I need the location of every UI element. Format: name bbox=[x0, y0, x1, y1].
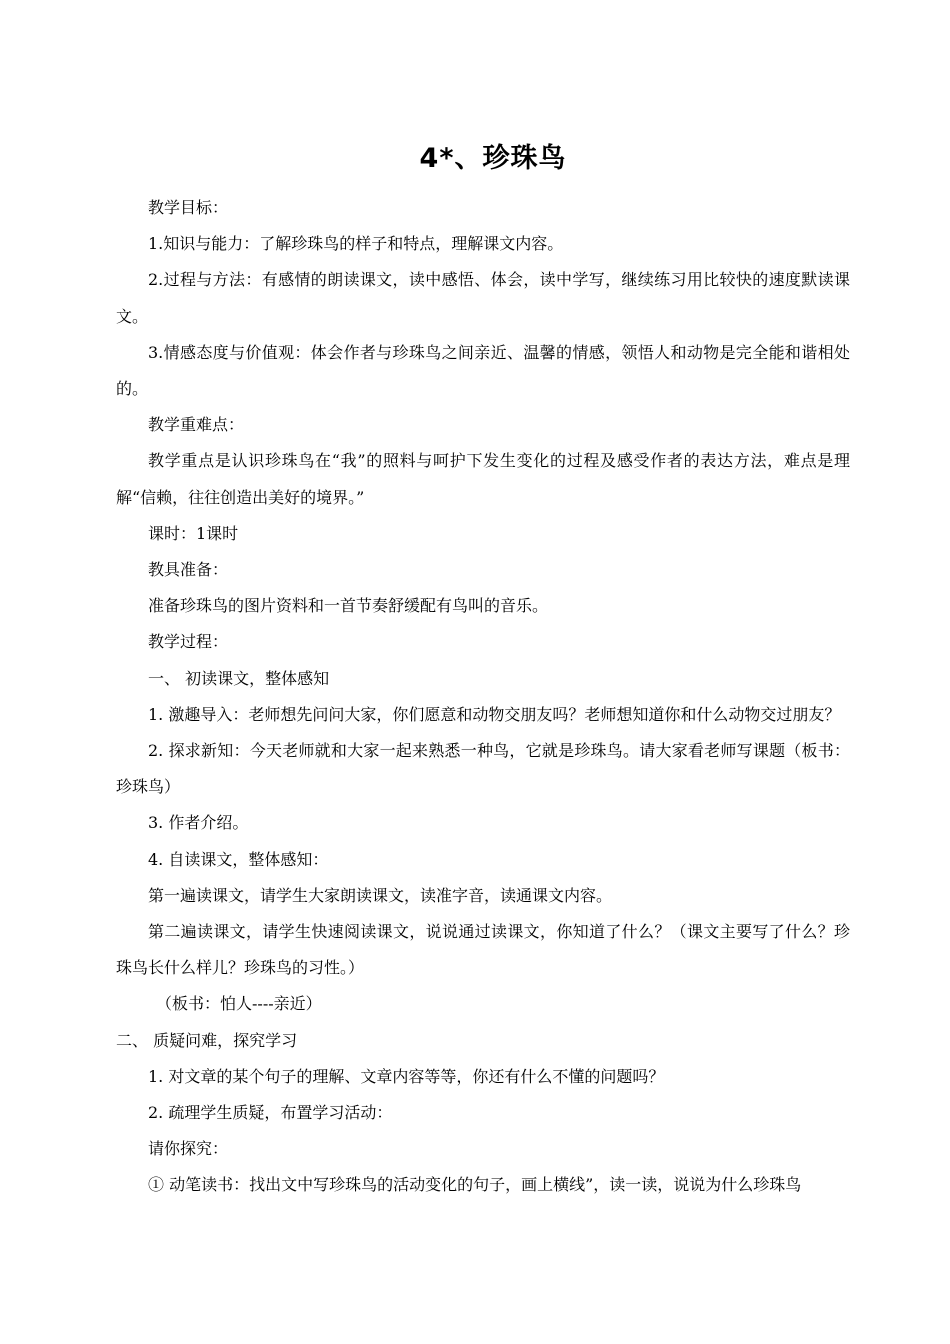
section-heading: 二、 质疑问难，探究学习 bbox=[116, 1030, 298, 1050]
paragraph: 3. 作者介绍。 bbox=[148, 813, 249, 833]
paragraph: 教学重难点： bbox=[148, 415, 245, 435]
paragraph: 第一遍读课文，请学生大家朗读课文，读准字音，读通课文内容。 bbox=[148, 885, 613, 905]
paragraph: 教学目标： bbox=[148, 198, 229, 217]
paragraph: 准备珍珠鸟的图片资料和一首节奏舒缓配有鸟叫的音乐。 bbox=[148, 596, 549, 616]
paragraph: 第二遍读课文，请学生快速阅读课文，说说通过读课文，你知道了什么？（课文主要写了什么？珍珠鸟长什么样儿？珍珠鸟的习性。） bbox=[116, 922, 850, 978]
paragraph: 2.过程与方法：有感情的朗读课文，读中感悟、体会，读中学写，继续练习用比较快的速度默读课文。 bbox=[116, 270, 850, 326]
page-title: 4*、珍珠鸟 bbox=[419, 143, 567, 174]
paragraph: 教具准备： bbox=[148, 560, 229, 580]
paragraph: 3.情感态度与价值观：体会作者与珍珠鸟之间亲近、温馨的情感，领悟人和动物是完全能和谐相处的。 bbox=[116, 342, 850, 399]
paragraph: 2. 探求新知：今天老师就和大家一起来熟悉一种鸟，它就是珍珠鸟。请大家看老师写课题（板书：珍珠鸟） bbox=[116, 741, 850, 797]
paragraph: ① 动笔读书：找出文中写珍珠鸟的活动变化的句子，画上横线”，读一读，说说为什么珍珠鸟 bbox=[148, 1175, 802, 1195]
paragraph: 1. 激趣导入：老师想先问问大家，你们愿意和动物交朋友吗？老师想知道你和什么动物交过朋友？ bbox=[148, 704, 841, 724]
paragraph: 1.知识与能力：了解珍珠鸟的样子和特点，理解课文内容。 bbox=[148, 234, 564, 254]
paragraph: 1. 对文章的某个句子的理解、文章内容等等，你还有什么不懂的问题吗？ bbox=[148, 1066, 665, 1086]
paragraph: （板书：怕人----亲近） bbox=[156, 994, 322, 1014]
paragraph: 4. 自读课文，整体感知： bbox=[148, 849, 329, 869]
paragraph: 2. 疏理学生质疑，布置学习活动： bbox=[148, 1103, 393, 1123]
section-heading: 一、 初读课文，整体感知 bbox=[148, 668, 330, 688]
paragraph: 课时：1课时 bbox=[148, 523, 239, 543]
paragraph: 教学过程： bbox=[148, 632, 229, 652]
paragraph: 教学重点是认识珍珠鸟在“我”的照料与呵护下发生变化的过程及感受作者的表达方法，难点是理解“信赖，往往创造出美好的境界。” bbox=[116, 451, 850, 507]
document-body bbox=[116, 190, 850, 1204]
paragraph: 请你探究： bbox=[148, 1139, 229, 1159]
